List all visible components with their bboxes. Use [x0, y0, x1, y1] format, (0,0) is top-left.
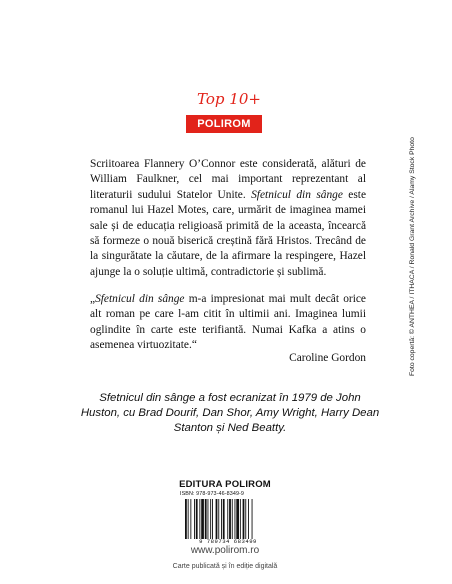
- barcode-bar: [227, 499, 228, 539]
- barcode-bar: [218, 499, 219, 539]
- barcode-bar: [223, 499, 225, 539]
- barcode-bar: [252, 499, 253, 539]
- film-adaptation-note: [80, 391, 380, 435]
- barcode-bar: [240, 499, 241, 539]
- barcode-bar: [232, 499, 233, 539]
- barcode-bar: [243, 499, 245, 539]
- series-title: Top 10+: [197, 90, 261, 108]
- review-quote: [90, 292, 366, 354]
- adaptation-text: a fost ecranizat în 1979 de John Huston, cu Brad Dourif, Dan Shor, Amy Wright, Harry Dean Stanton și Ned Beatty.: [80, 392, 380, 434]
- barcode-bar: [212, 499, 213, 539]
- barcode-bar: [205, 499, 207, 539]
- description-book-title: Sfetnicul din sânge: [251, 188, 343, 201]
- digital-edition-note: Carte publicată și în ediție digitală: [172, 563, 278, 570]
- barcode-bar: [236, 499, 239, 539]
- barcode-digits: 9 789734 683499: [199, 538, 257, 545]
- barcode-bar: [201, 499, 204, 539]
- publisher-name: EDITURA POLIROM: [179, 479, 271, 490]
- barcode-bar: [235, 499, 236, 539]
- book-description: [90, 157, 366, 280]
- website[interactable]: www.polirom.ro: [190, 545, 260, 556]
- barcode-bar: [245, 499, 246, 539]
- barcode-bar: [208, 499, 209, 539]
- barcode-bar: [248, 499, 249, 539]
- barcode-bar: [210, 499, 211, 539]
- adaptation-book-title: Sfetnicul din sânge: [99, 392, 196, 404]
- polirom-logo: POLIROM: [186, 115, 262, 133]
- barcode-bar: [221, 499, 222, 539]
- barcode-bar: [199, 499, 200, 539]
- isbn: ISBN: 978-973-46-8349-9: [180, 491, 245, 497]
- photo-credit: Foto copertă: © ANTHEA / ITHACA / Ronald Grant Archive / Alamy Stock Photo: [409, 137, 416, 376]
- barcode-bar: [188, 499, 189, 539]
- barcode-bar: [185, 499, 187, 539]
- barcode-bar: [190, 499, 191, 539]
- barcode-bar: [194, 499, 195, 539]
- description-part-2: este romanul lui Hazel Motes, care, urmărit de imaginea mamei sale și de educația religioasă primită de la aceasta, încearcă să formeze o nouă biserică creștină fără Hristos. Trecând de la singurătate la căutare, de la afirmare la respingere, Hazel ajunge la o soluție ultimă, contradictorie și sublimă.: [90, 188, 366, 278]
- quote-text: m-a impresionat mai mult decât orice alt roman pe care l-am citit în ultimii ani. Imaginea lumii oglindite în carte este terifiantă. Numai Kafka a atins o asemenea virtuozitate.“: [90, 293, 366, 352]
- description-part-1: Scriitoarea Flannery O’Connor este considerată, alături de William Faulkner, cel mai important reprezentant al literaturii sudului Statelor Unite.: [90, 158, 366, 201]
- barcode-bar: [196, 499, 198, 539]
- barcode-bar: [229, 499, 231, 539]
- quote-book-title: Sfetnicul din sânge: [95, 293, 185, 305]
- barcode-bars: [185, 499, 273, 539]
- quote-open-mark: „: [90, 293, 96, 305]
- quote-author: Caroline Gordon: [289, 352, 366, 364]
- barcode: [180, 491, 276, 549]
- barcode-bar: [216, 499, 218, 539]
